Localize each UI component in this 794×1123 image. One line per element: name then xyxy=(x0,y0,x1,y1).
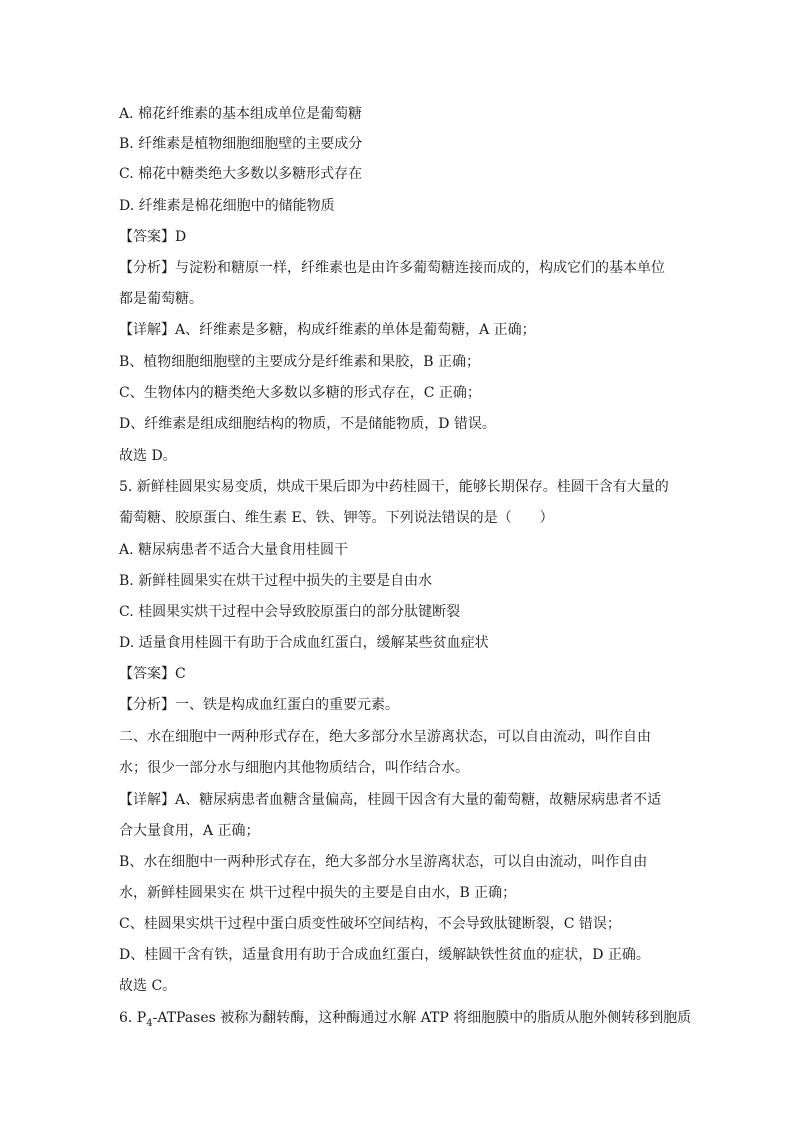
q4-detail-line-4: D、纤维素是组成细胞结构的物质，不是储能物质，D 错误。 xyxy=(119,416,496,432)
q5-stem-line-1: 5. 新鲜桂圆果实易变质，烘成干果后即为中药桂圆干，能够长期保存。桂圆干含有大量的 xyxy=(119,479,669,495)
q4-detail-line-3: C、生物体内的糖类绝大多数以多糖的形式存在，C 正确； xyxy=(119,385,481,401)
q6-stem-text: -ATPases 被称为翻转酶，这种酶通过水解 ATP 将细胞膜中的脂质从胞外侧转移到胞质 xyxy=(152,1010,692,1026)
q4-option-c: C. 棉花中糖类绝大多数以多糖形式存在 xyxy=(119,166,363,182)
q5-option-c: C. 桂圆果实烘干过程中会导致胶原蛋白的部分肽键断裂 xyxy=(119,604,461,620)
q5-option-b: B. 新鲜桂圆果实在烘干过程中损失的主要是自由水 xyxy=(119,573,433,589)
q4-option-d: D. 纤维素是棉花细胞中的储能物质 xyxy=(119,198,335,214)
q5-stem-line-2: 葡萄糖、胶原蛋白、维生素 E、铁、钾等。下列说法错误的是（ ） xyxy=(119,510,554,526)
q6-stem-line-1 xyxy=(119,1008,692,1029)
q4-option-b: B. 纤维素是植物细胞细胞壁的主要成分 xyxy=(119,136,363,152)
q5-detail-line-4: 水，新鲜桂圆果实在 烘干过程中损失的主要是自由水，B 正确； xyxy=(119,885,517,901)
q6-prefix: 6. P xyxy=(119,1010,147,1026)
q5-option-d: D. 适量食用桂圆干有助于合成血红蛋白，缓解某些贫血症状 xyxy=(119,635,489,651)
q4-detail-line-2: B、植物细胞细胞壁的主要成分是纤维素和果胶，B 正确； xyxy=(119,354,481,370)
q6-subscript: 4 xyxy=(146,1017,153,1029)
q4-analysis-line-1: 【分析】与淀粉和糖原一样，纤维素也是由许多葡萄糖连接而成的，构成它们的基本单位 xyxy=(119,260,665,276)
q5-detail-line-3: B、水在细胞中一两种形式存在，绝大多部分水呈游离状态，可以自由流动，叫作自由 xyxy=(119,854,648,870)
q4-option-a: A. 棉花纤维素的基本组成单位是葡萄糖 xyxy=(119,106,363,122)
q4-answer: 【答案】D xyxy=(119,229,187,245)
q5-conclusion: 故选 C。 xyxy=(119,978,177,994)
q4-detail-line-1: 【详解】A、纤维素是多糖，构成纤维素的单体是葡萄糖，A 正确； xyxy=(119,322,536,338)
q5-detail-line-1: 【详解】A、糖尿病患者血糖含量偏高，桂圆干因含有大量的葡萄糖，故糖尿病患者不适 xyxy=(119,792,662,808)
q5-detail-line-6: D、桂圆干含有铁，适量食用有助于合成血红蛋白，缓解缺铁性贫血的症状，D 正确。 xyxy=(119,947,650,963)
q5-option-a: A. 糖尿病患者不适合大量食用桂圆干 xyxy=(119,542,349,558)
q5-answer: 【答案】C xyxy=(119,666,186,682)
q5-detail-line-5: C、桂圆果实烘干过程中蛋白质变性破坏空间结构，不会导致肽键断裂，C 错误； xyxy=(119,916,621,932)
q5-detail-line-2: 合大量食用，A 正确； xyxy=(119,823,260,839)
q4-analysis-line-2: 都是葡萄糖。 xyxy=(119,291,203,307)
q5-analysis-line-2: 二、水在细胞中一两种形式存在，绝大多部分水呈游离状态，可以自由流动，叫作自由 xyxy=(119,729,651,745)
q4-conclusion: 故选 D。 xyxy=(119,448,177,464)
q5-analysis-line-1: 【分析】一、铁是构成血红蛋白的重要元素。 xyxy=(119,697,399,713)
q5-analysis-line-3: 水；很少一部分水与细胞内其他物质结合，叫作结合水。 xyxy=(119,760,469,776)
